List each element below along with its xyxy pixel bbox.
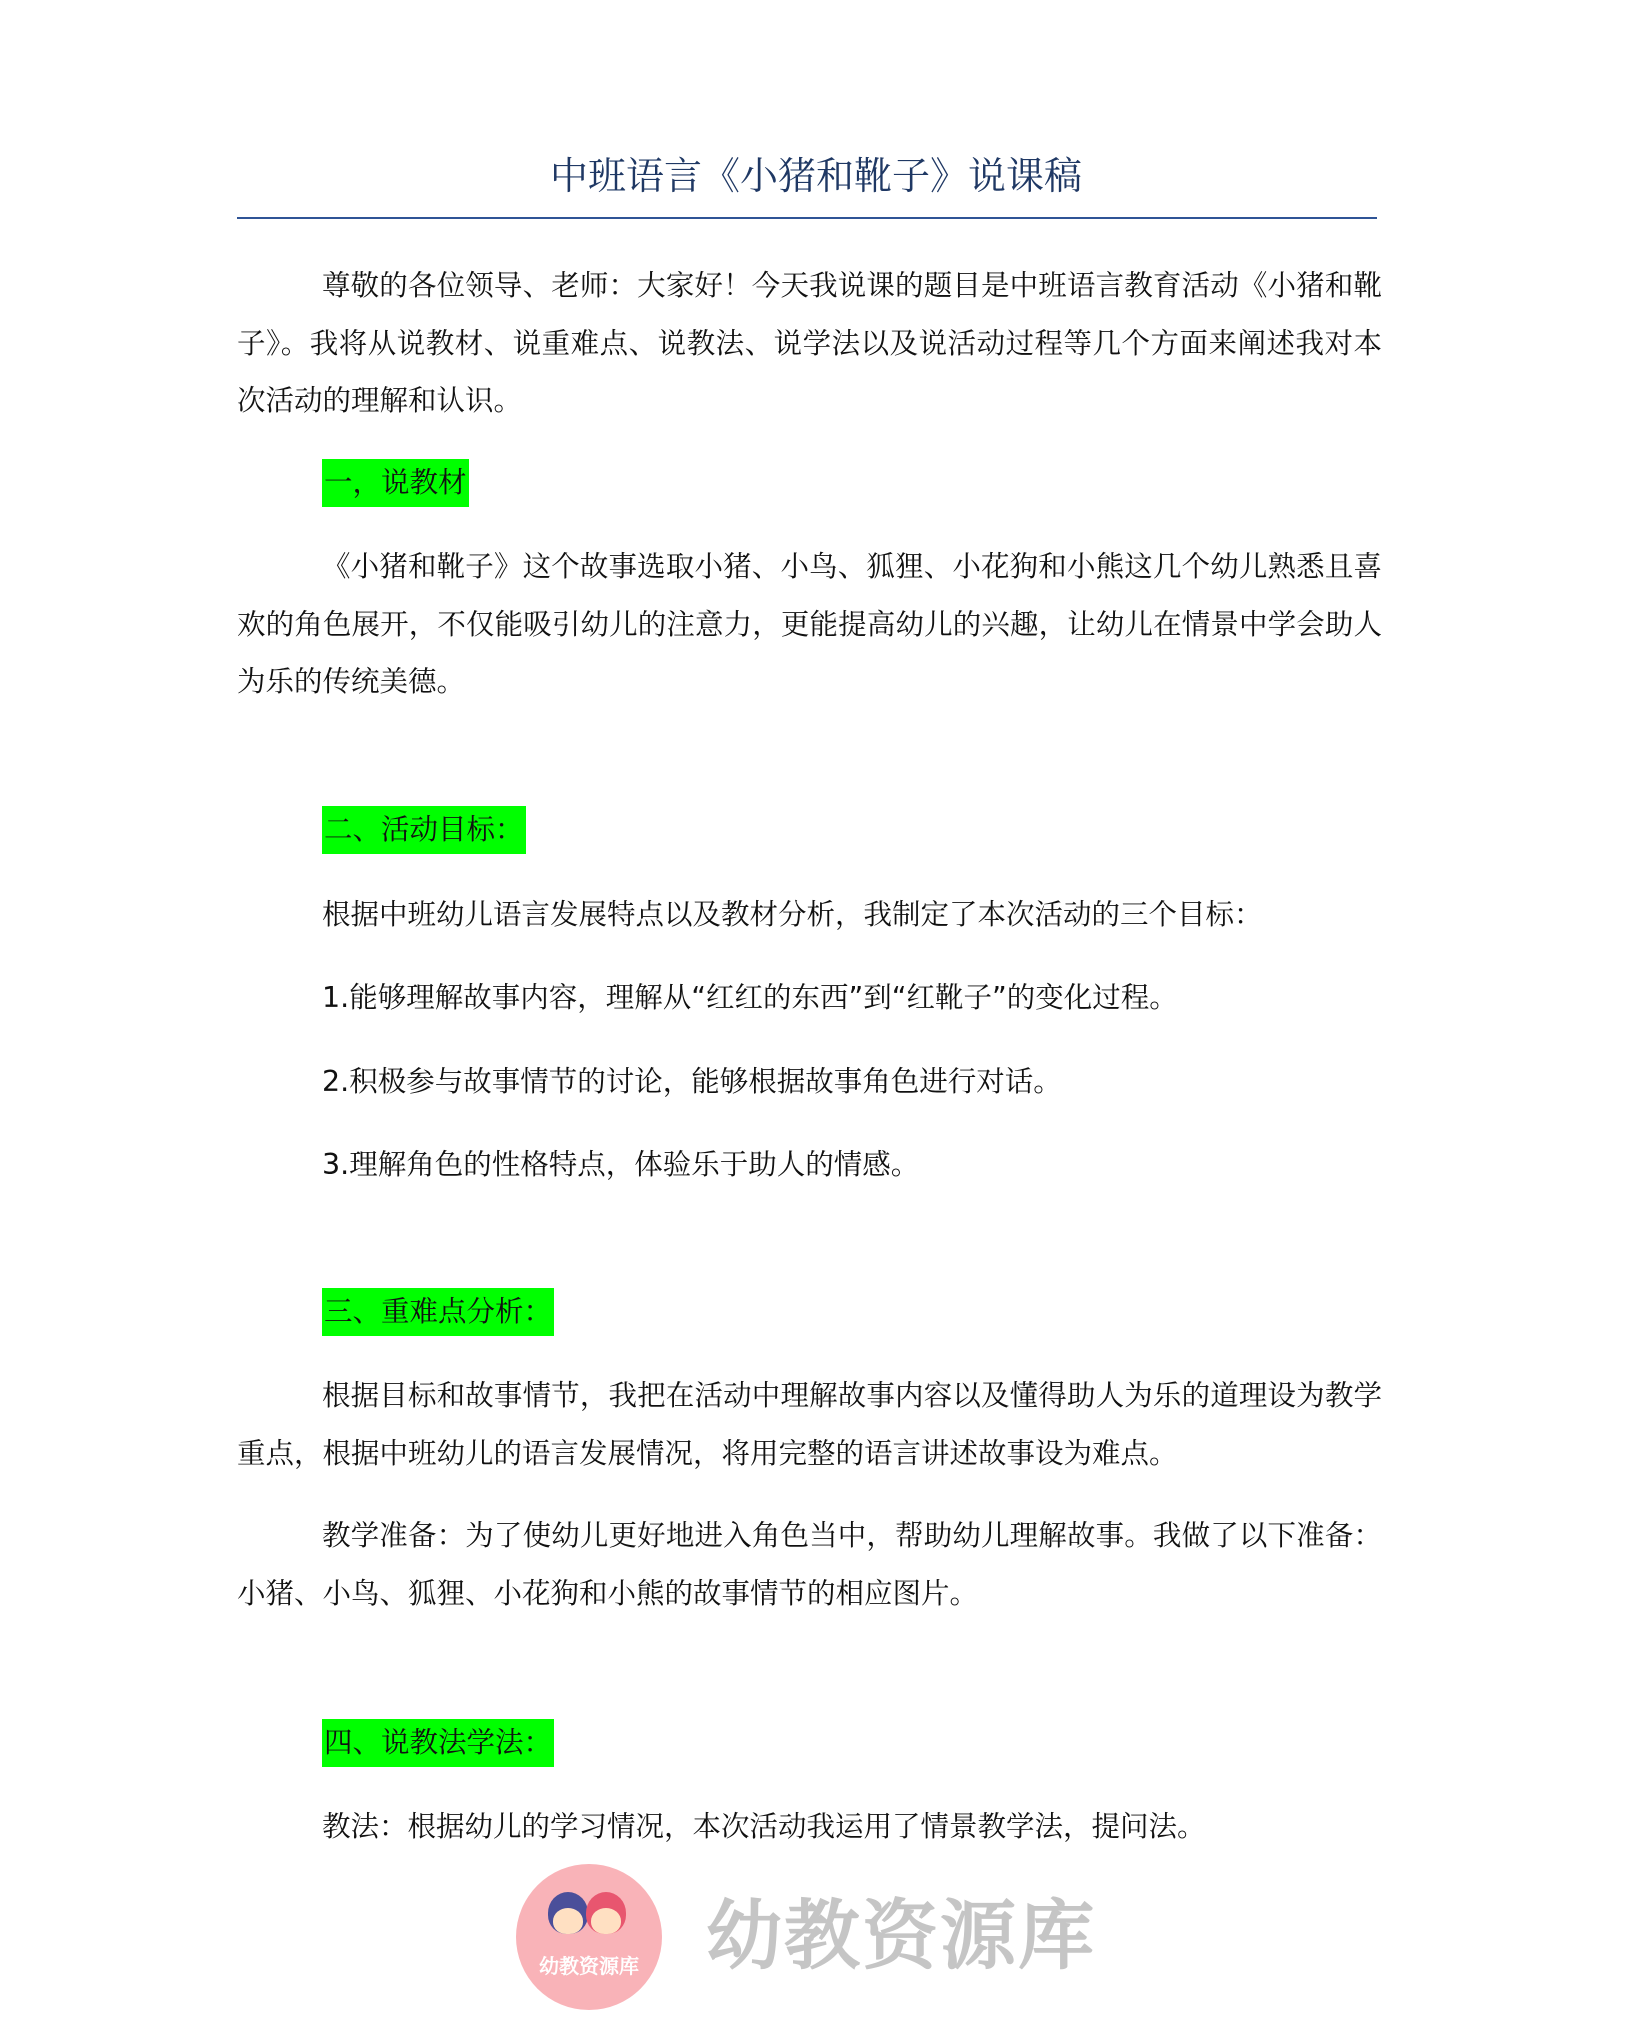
watermark-text: 幼教资源库 bbox=[706, 1891, 1096, 1980]
intro-paragraph: 尊敬的各位领导、老师：大家好！今天我说课的题目是中班语言教育活动《小猪和靴子》。我将从说教材、说重难点、说教法、说学法以及说活动过程等几个方面来阐述我对本次活动的理解和认识。 bbox=[237, 269, 1382, 417]
boy-face-skin bbox=[553, 1908, 583, 1934]
watermark-logo-text: 幼教资源库 bbox=[539, 1954, 639, 1978]
girl-face-skin bbox=[591, 1908, 621, 1934]
section-3-paragraph-1: 根据目标和故事情节，我把在活动中理解故事内容以及懂得助人为乐的道理设为教学重点，根据中班幼儿的语言发展情况，将用完整的语言讲述故事设为难点。 bbox=[237, 1379, 1382, 1470]
goal-2: 2.积极参与故事情节的讨论，能够根据故事角色进行对话。 bbox=[322, 1065, 1062, 1098]
section-heading-1: 一，说教材 bbox=[322, 459, 469, 507]
section-heading-3: 三、重难点分析： bbox=[322, 1288, 554, 1336]
goal-1: 1.能够理解故事内容，理解从“红红的东西”到“红靴子”的变化过程。 bbox=[322, 981, 1178, 1014]
watermark-logo bbox=[516, 1864, 662, 2010]
section-3-paragraph-2: 教学准备：为了使幼儿更好地进入角色当中，帮助幼儿理解故事。我做了以下准备：小猪、小鸟、狐狸、小花狗和小熊的故事情节的相应图片。 bbox=[237, 1519, 1382, 1610]
section-heading-4: 四、说教法学法： bbox=[322, 1719, 554, 1767]
goal-3: 3.理解角色的性格特点，体验乐于助人的情感。 bbox=[322, 1148, 920, 1181]
document-title: 中班语言《小猪和靴子》说课稿 bbox=[549, 154, 1082, 198]
section-1-paragraph: 《小猪和靴子》这个故事选取小猪、小鸟、狐狸、小花狗和小熊这几个幼儿熟悉且喜欢的角色展开，不仅能吸引幼儿的注意力，更能提高幼儿的兴趣，让幼儿在情景中学会助人为乐的传统美德。 bbox=[237, 550, 1382, 698]
title-divider bbox=[237, 217, 1377, 219]
goals-intro: 根据中班幼儿语言发展特点以及教材分析，我制定了本次活动的三个目标： bbox=[322, 898, 1263, 931]
section-4-paragraph: 教法：根据幼儿的学习情况，本次活动我运用了情景教学法，提问法。 bbox=[322, 1810, 1206, 1843]
section-heading-2: 二、活动目标： bbox=[322, 806, 526, 854]
